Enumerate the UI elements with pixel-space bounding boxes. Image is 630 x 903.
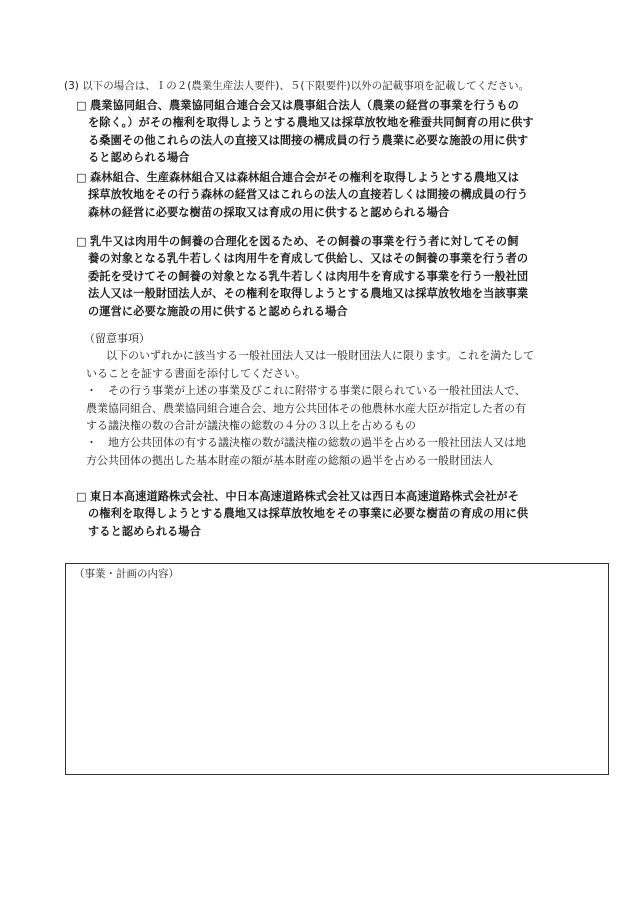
checkbox-item-cattle-breeding[interactable]	[76, 233, 596, 320]
checkbox-icon[interactable]: □	[76, 234, 87, 248]
notes-section	[76, 330, 596, 469]
checkbox-icon[interactable]: □	[76, 98, 87, 112]
item-text: 農業協同組合、農業協同組合連合会又は農事組合法人（農業の経営の事業を行うもの を除く。）がその権利を取得しようとする農地又は採草放牧地を稚蚕共同飼育の用に供す る桑園その他これらの法人の直接又は間接の構成員の行う農業に必要な施設の用に供す ると認められる場合	[88, 98, 534, 165]
bullet-mark: ・	[86, 384, 97, 398]
bullet-mark: ・	[86, 436, 97, 450]
checkbox-item-agricultural-cooperative[interactable]	[76, 97, 596, 167]
notes-bullet-1: ・ その行う事業が上述の事業及びこれに附帯する事業に限られている一般社団法人で、 農業協同組合、農業協同組合連合会、地方公共団体その他農林水産大臣が指定した者の有 する議決権の数の合計が議決権の総数の４分の３以上を占めるもの	[86, 384, 526, 433]
checkbox-item-expressway-company[interactable]	[76, 488, 596, 540]
checkbox-item-forestry-cooperative[interactable]	[76, 169, 596, 221]
notes-title: （留意事項）	[84, 332, 150, 345]
business-plan-label: （事業・計画の内容）	[74, 568, 179, 580]
checkbox-icon[interactable]: □	[76, 489, 87, 503]
section-heading: (3) 以下の場合は、Ｉの２(農業生産法人要件)、５(下限要件)以外の記載事項を記載してください。	[64, 80, 530, 92]
checkbox-icon[interactable]: □	[76, 170, 87, 184]
item-text: 森林組合、生産森林組合又は森林組合連合会がその権利を取得しようとする農地又は 採草放牧地をその行う森林の経営又はこれらの法人の直接若しくは間接の構成員の行う 森林の経営に必要な樹苗の採取又は育成の用に供すると認められる場合	[88, 170, 529, 219]
item-text: 東日本高速道路株式会社、中日本高速道路株式会社又は西日本高速道路株式会社がそ の権利を取得しようとする農地又は採草放牧地をその事業に必要な樹苗の育成の用に供 すると認められる場合	[88, 489, 529, 538]
business-plan-content-box[interactable]	[65, 563, 609, 775]
notes-intro: 以下のいずれかに該当する一般社団法人又は一般財団法人に限ります。これを満たして いることを証する書面を添付してください。	[86, 349, 535, 380]
notes-bullet-2: ・ 地方公共団体の有する議決権の数が議決権の総数の過半を占める一般社団法人又は地 方公共団体の拠出した基本財産の額が基本財産の総額の過半を占める一般財団法人	[86, 436, 526, 467]
item-text: 乳牛又は肉用牛の飼養の合理化を図るため、その飼養の事業を行う者に対してその飼 養の対象となる乳牛若しくは肉用牛を育成して供給し、又はその飼養の事業を行う者の 委託を受けてその飼養の対象となる乳牛若しくは肉用牛を育成する事業を行う一般社団 法人又は一般財団法人が、その権利を取得しようとする農地又は採草放牧地を当該事業 の運営に必要な施設の用に供すると認められる場合	[88, 234, 529, 318]
